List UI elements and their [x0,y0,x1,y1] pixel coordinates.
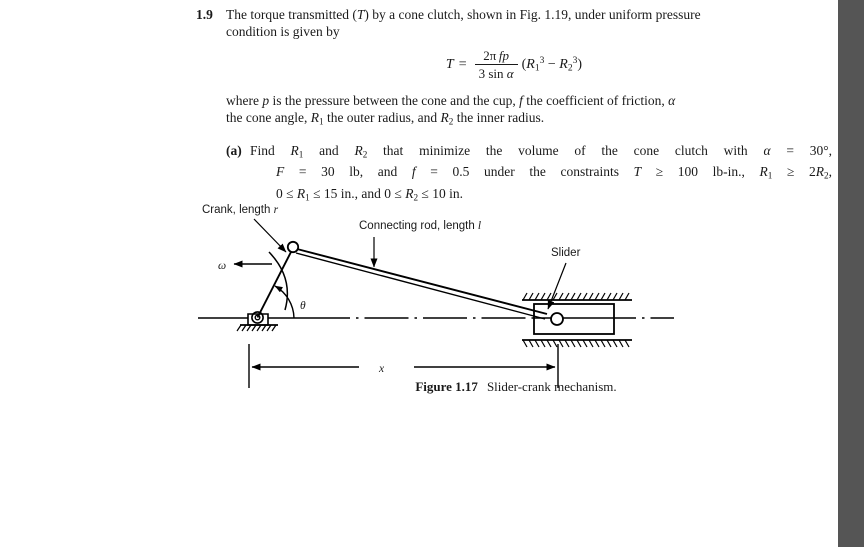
subpart-a-tag: (a) [226,142,242,158]
equation-rhs: $(R_1^3 - R_2^3)$ [521,56,583,74]
problem-where [196,92,832,131]
crank-label: Crank, length r [202,204,279,216]
connecting-rod-label: Connecting rod, length l [359,220,482,232]
omega-label: ω [218,260,227,272]
connecting-rod-length-symbol: l [477,220,482,232]
problem-number: 1.9 [196,7,213,22]
equation-denominator: 3 sin α [478,66,514,81]
subpart-a-line-1: Find $R_1$ and $R_2$ that minimize the volume of the cone clutch with α = 30°, [250,142,832,160]
where-line-2: the cone angle, $R_1$ the outer radius, and $R_2$ the inner radius. [226,110,545,127]
figure-caption-label: Figure 1.17 [415,379,478,394]
problem-intro-text [226,6,832,40]
where-line-1: where p is the pressure between the cone and the cup, f the coefficient of friction, α [226,93,676,108]
pivot-ground-hatching [237,325,276,331]
problem-block [196,6,832,206]
connecting-rod-link-lower [296,253,545,319]
equation-inner [446,49,582,81]
equation-fraction [475,49,518,81]
subpart-a-line-2: F = 30 lb, and f = 0.5 under the constraints T ≥ 100 lb-in., $R_1 \ge 2R_2$, [276,164,832,181]
slider-lower-hatching [523,340,629,347]
slider-crank-diagram [196,192,836,397]
right-gutter-band [838,0,864,547]
equation-numerator: 2π fp [483,48,510,63]
figure-caption-text: Slider-crank mechanism. [486,379,617,394]
theta-angle-arc [275,286,294,318]
problem-line-2: condition is given by [226,24,340,39]
torque-equation [196,49,832,81]
problem-line-1: The torque transmitted (T) by a cone clutch, shown in Fig. 1.19, under uniform pressure [226,7,701,22]
crank-leader-arrow [254,219,286,252]
slider-block [534,304,614,334]
theta-label: θ [300,300,306,312]
slider-crank-figure [196,192,836,397]
slider-pin-joint [551,313,563,325]
where-text [226,92,832,131]
slider-upper-hatching [523,293,629,300]
connecting-rod-link [297,249,547,314]
dimension-x-label: x [379,363,385,375]
equation-lhs: T [445,57,454,72]
crank-pin-joint [288,242,298,252]
equation-relation: = [458,57,467,72]
slider-label: Slider [551,247,581,259]
omega-rotation-arc [269,252,287,310]
slider-leader-arrow [548,263,566,309]
subpart-a-line-3: $0 \le R_1 \le 15$ in., and $0 \le R_2 \le 10$ in. [276,185,463,203]
crank-length-symbol: r [273,204,279,216]
figure-caption [196,379,836,395]
problem-intro [196,6,832,40]
